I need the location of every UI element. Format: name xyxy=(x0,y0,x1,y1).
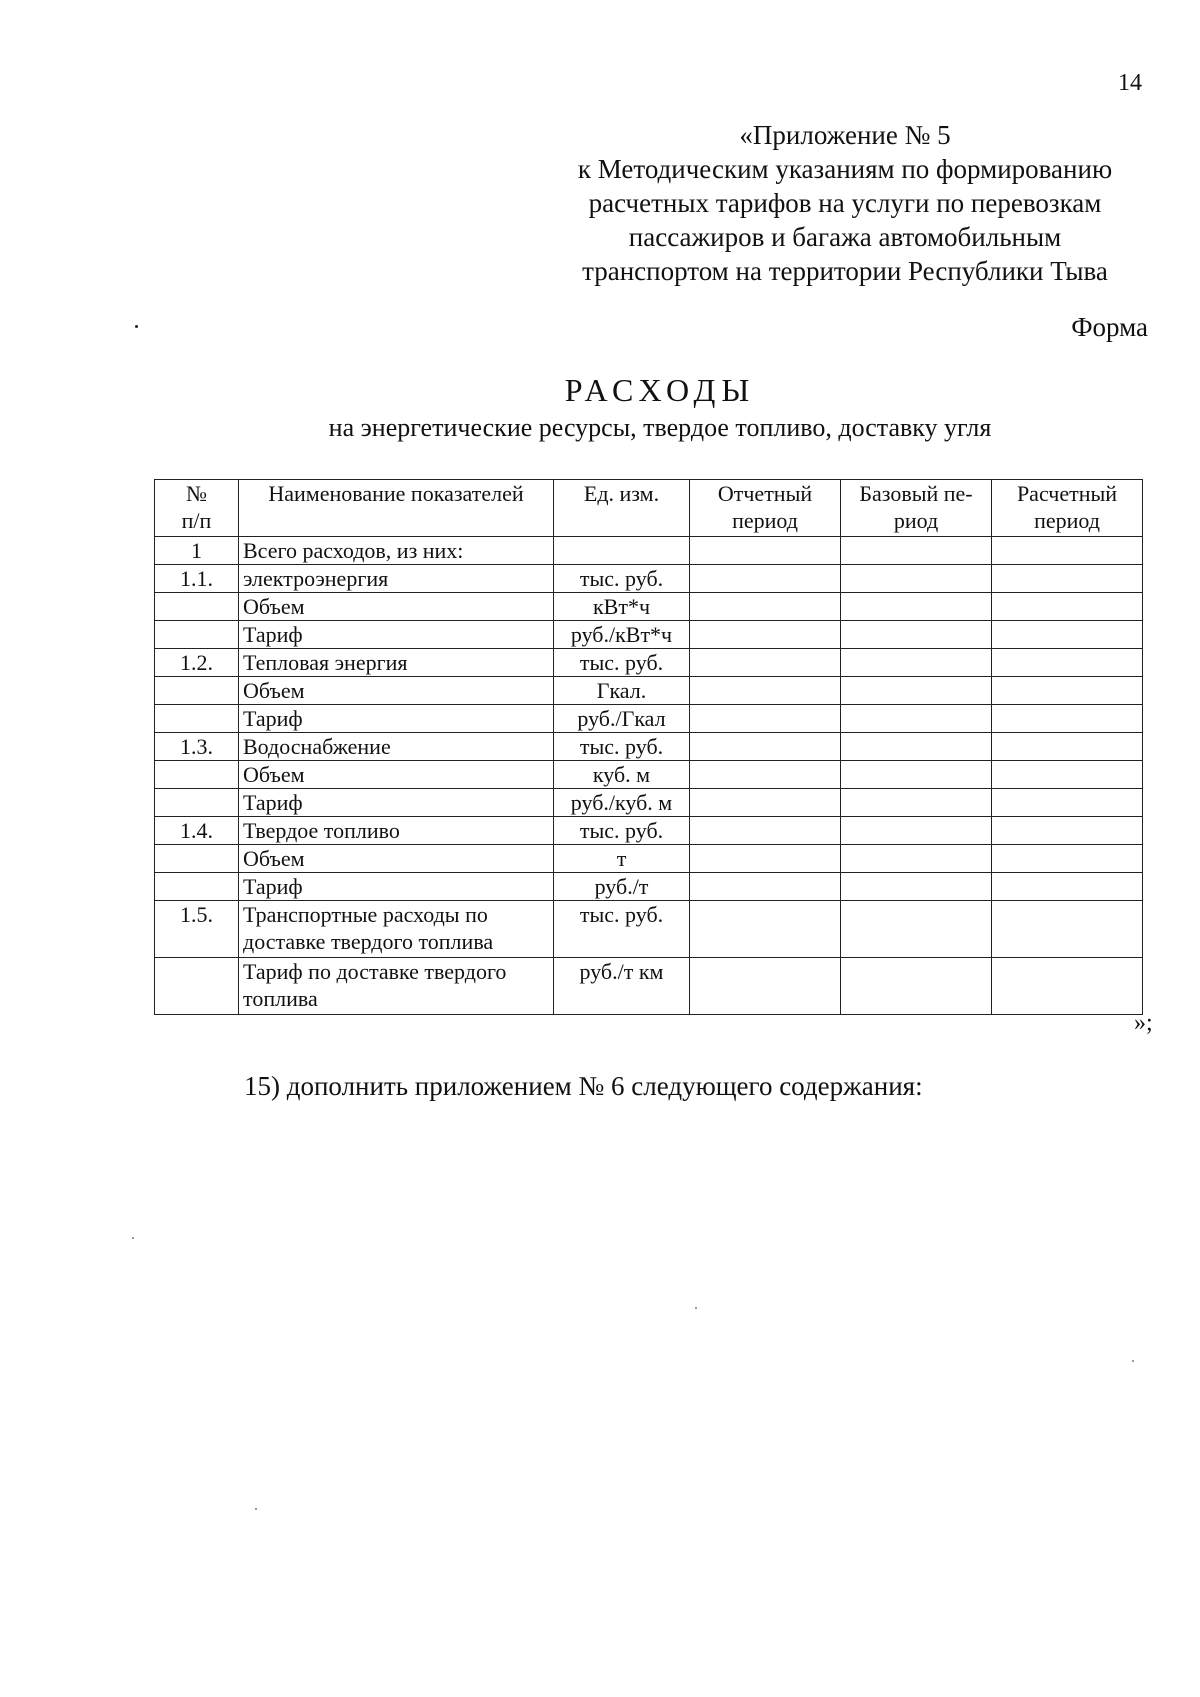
scan-dot xyxy=(135,325,138,328)
header-name-text: Наименование показателей xyxy=(268,481,524,506)
row-base-value xyxy=(841,649,992,677)
row-base-value xyxy=(841,565,992,593)
row-estimated-value xyxy=(992,958,1143,1015)
table-row xyxy=(155,733,1143,761)
row-base-value xyxy=(841,537,992,565)
row-estimated-value xyxy=(992,649,1143,677)
row-num xyxy=(155,845,239,873)
table-header-row xyxy=(155,480,1143,537)
row-num: 1.3. xyxy=(155,733,239,761)
row-unit: тыс. руб. xyxy=(554,817,690,845)
table-row xyxy=(155,565,1143,593)
row-estimated-value xyxy=(992,901,1143,958)
header-reporting-line2: период xyxy=(732,508,798,533)
row-estimated-value xyxy=(992,537,1143,565)
row-reporting-value xyxy=(690,733,841,761)
row-estimated-value xyxy=(992,593,1143,621)
row-reporting-value xyxy=(690,593,841,621)
header-num-line2: п/п xyxy=(181,508,212,533)
appendix-line: к Методическим указаниям по формированию xyxy=(577,154,1113,184)
row-reporting-value xyxy=(690,565,841,593)
row-reporting-value xyxy=(690,817,841,845)
table-body xyxy=(155,537,1143,1015)
closing-quote: »; xyxy=(1134,1010,1153,1036)
row-unit: тыс. руб. xyxy=(554,901,690,958)
header-base-period xyxy=(841,480,992,537)
row-name: Тариф xyxy=(239,789,554,817)
table-header xyxy=(155,480,1143,537)
row-num xyxy=(155,761,239,789)
row-num xyxy=(155,789,239,817)
row-base-value xyxy=(841,817,992,845)
row-name: Объем xyxy=(239,677,554,705)
row-base-value xyxy=(841,621,992,649)
row-unit: руб./т км xyxy=(554,958,690,1015)
row-estimated-value xyxy=(992,621,1143,649)
row-num xyxy=(155,593,239,621)
row-unit: т xyxy=(554,845,690,873)
row-reporting-value xyxy=(690,705,841,733)
row-name: Тариф по доставке твердого топлива xyxy=(239,958,554,1015)
row-name: Объем xyxy=(239,761,554,789)
table-row xyxy=(155,789,1143,817)
row-base-value xyxy=(841,761,992,789)
table-row xyxy=(155,537,1143,565)
appendix-header xyxy=(575,118,1115,288)
document-subtitle: на энергетические ресурсы, твердое топливо, доставку угля xyxy=(328,413,992,442)
row-num xyxy=(155,621,239,649)
header-estimated-period xyxy=(992,480,1143,537)
row-estimated-value xyxy=(992,565,1143,593)
row-base-value xyxy=(841,593,992,621)
row-reporting-value xyxy=(690,901,841,958)
scan-speck xyxy=(695,1307,697,1309)
row-name: Тепловая энергия xyxy=(239,649,554,677)
row-base-value xyxy=(841,677,992,705)
row-base-value xyxy=(841,873,992,901)
row-unit xyxy=(554,537,690,565)
row-num: 1.5. xyxy=(155,901,239,958)
row-num xyxy=(155,958,239,1015)
row-reporting-value xyxy=(690,789,841,817)
table-row xyxy=(155,873,1143,901)
row-unit: куб. м xyxy=(554,761,690,789)
row-base-value xyxy=(841,705,992,733)
row-reporting-value xyxy=(690,958,841,1015)
row-num xyxy=(155,677,239,705)
appendix-line: пассажиров и багажа автомобильным xyxy=(628,222,1062,252)
header-reporting-period xyxy=(690,480,841,537)
row-estimated-value xyxy=(992,677,1143,705)
appendix-line: «Приложение № 5 xyxy=(739,120,951,150)
row-num: 1.4. xyxy=(155,817,239,845)
row-name: Твердое топливо xyxy=(239,817,554,845)
appendix-line: транспортом на территории Республики Тыва xyxy=(582,256,1108,286)
row-name: Всего расходов, из них: xyxy=(239,537,554,565)
row-unit: руб./кВт*ч xyxy=(554,621,690,649)
row-unit: руб./т xyxy=(554,873,690,901)
table-row xyxy=(155,621,1143,649)
header-estimated-line2: период xyxy=(1034,508,1100,533)
row-unit: тыс. руб. xyxy=(554,649,690,677)
header-base-line1: Базовый пе- xyxy=(859,481,973,506)
row-estimated-value xyxy=(992,733,1143,761)
row-estimated-value xyxy=(992,789,1143,817)
row-base-value xyxy=(841,789,992,817)
row-unit: руб./куб. м xyxy=(554,789,690,817)
header-unit xyxy=(554,480,690,537)
table-row xyxy=(155,593,1143,621)
row-reporting-value xyxy=(690,845,841,873)
row-base-value xyxy=(841,733,992,761)
row-name: электроэнергия xyxy=(239,565,554,593)
table-row xyxy=(155,958,1143,1015)
row-reporting-value xyxy=(690,621,841,649)
row-unit: тыс. руб. xyxy=(554,733,690,761)
row-name: Тариф xyxy=(239,705,554,733)
row-name: Тариф xyxy=(239,873,554,901)
table-row xyxy=(155,817,1143,845)
table-row xyxy=(155,705,1143,733)
row-unit: руб./Гкал xyxy=(554,705,690,733)
header-unit-text: Ед. изм. xyxy=(583,481,660,506)
row-name: Объем xyxy=(239,845,554,873)
scan-speck xyxy=(132,1237,134,1239)
row-base-value xyxy=(841,901,992,958)
scan-speck xyxy=(1132,1360,1134,1362)
row-estimated-value xyxy=(992,817,1143,845)
row-unit: Гкал. xyxy=(554,677,690,705)
table-row xyxy=(155,901,1143,958)
row-name: Объем xyxy=(239,593,554,621)
row-unit: кВт*ч xyxy=(554,593,690,621)
table-row xyxy=(155,677,1143,705)
row-estimated-value xyxy=(992,873,1143,901)
row-name: Водоснабжение xyxy=(239,733,554,761)
scan-speck xyxy=(255,1508,257,1510)
row-num: 1.1. xyxy=(155,565,239,593)
form-label: Форма xyxy=(1071,312,1148,342)
row-estimated-value xyxy=(992,705,1143,733)
header-num xyxy=(155,480,239,537)
header-name xyxy=(239,480,554,537)
row-estimated-value xyxy=(992,845,1143,873)
final-paragraph: 15) дополнить приложением № 6 следующего содержания: xyxy=(244,1071,923,1101)
row-unit: тыс. руб. xyxy=(554,565,690,593)
row-reporting-value xyxy=(690,537,841,565)
row-name: Тариф xyxy=(239,621,554,649)
row-reporting-value xyxy=(690,873,841,901)
table-row xyxy=(155,761,1143,789)
row-estimated-value xyxy=(992,761,1143,789)
row-base-value xyxy=(841,958,992,1015)
expense-table xyxy=(154,479,1143,1015)
table-row xyxy=(155,845,1143,873)
appendix-line: расчетных тарифов на услуги по перевозкам xyxy=(588,188,1102,218)
header-base-line2: риод xyxy=(893,508,939,533)
row-num: 1 xyxy=(155,537,239,565)
header-reporting-line1: Отчетный xyxy=(717,481,813,506)
page-number: 14 xyxy=(1118,70,1142,96)
row-reporting-value xyxy=(690,649,841,677)
row-num xyxy=(155,705,239,733)
row-reporting-value xyxy=(690,677,841,705)
header-estimated-line1: Расчетный xyxy=(1016,481,1118,506)
row-num xyxy=(155,873,239,901)
document-title: РАСХОДЫ xyxy=(564,372,756,408)
row-base-value xyxy=(841,845,992,873)
table-row xyxy=(155,649,1143,677)
header-num-line1: № xyxy=(186,481,207,506)
row-name: Транспортные расходы по доставке твердого топлива xyxy=(239,901,554,958)
row-num: 1.2. xyxy=(155,649,239,677)
row-reporting-value xyxy=(690,761,841,789)
